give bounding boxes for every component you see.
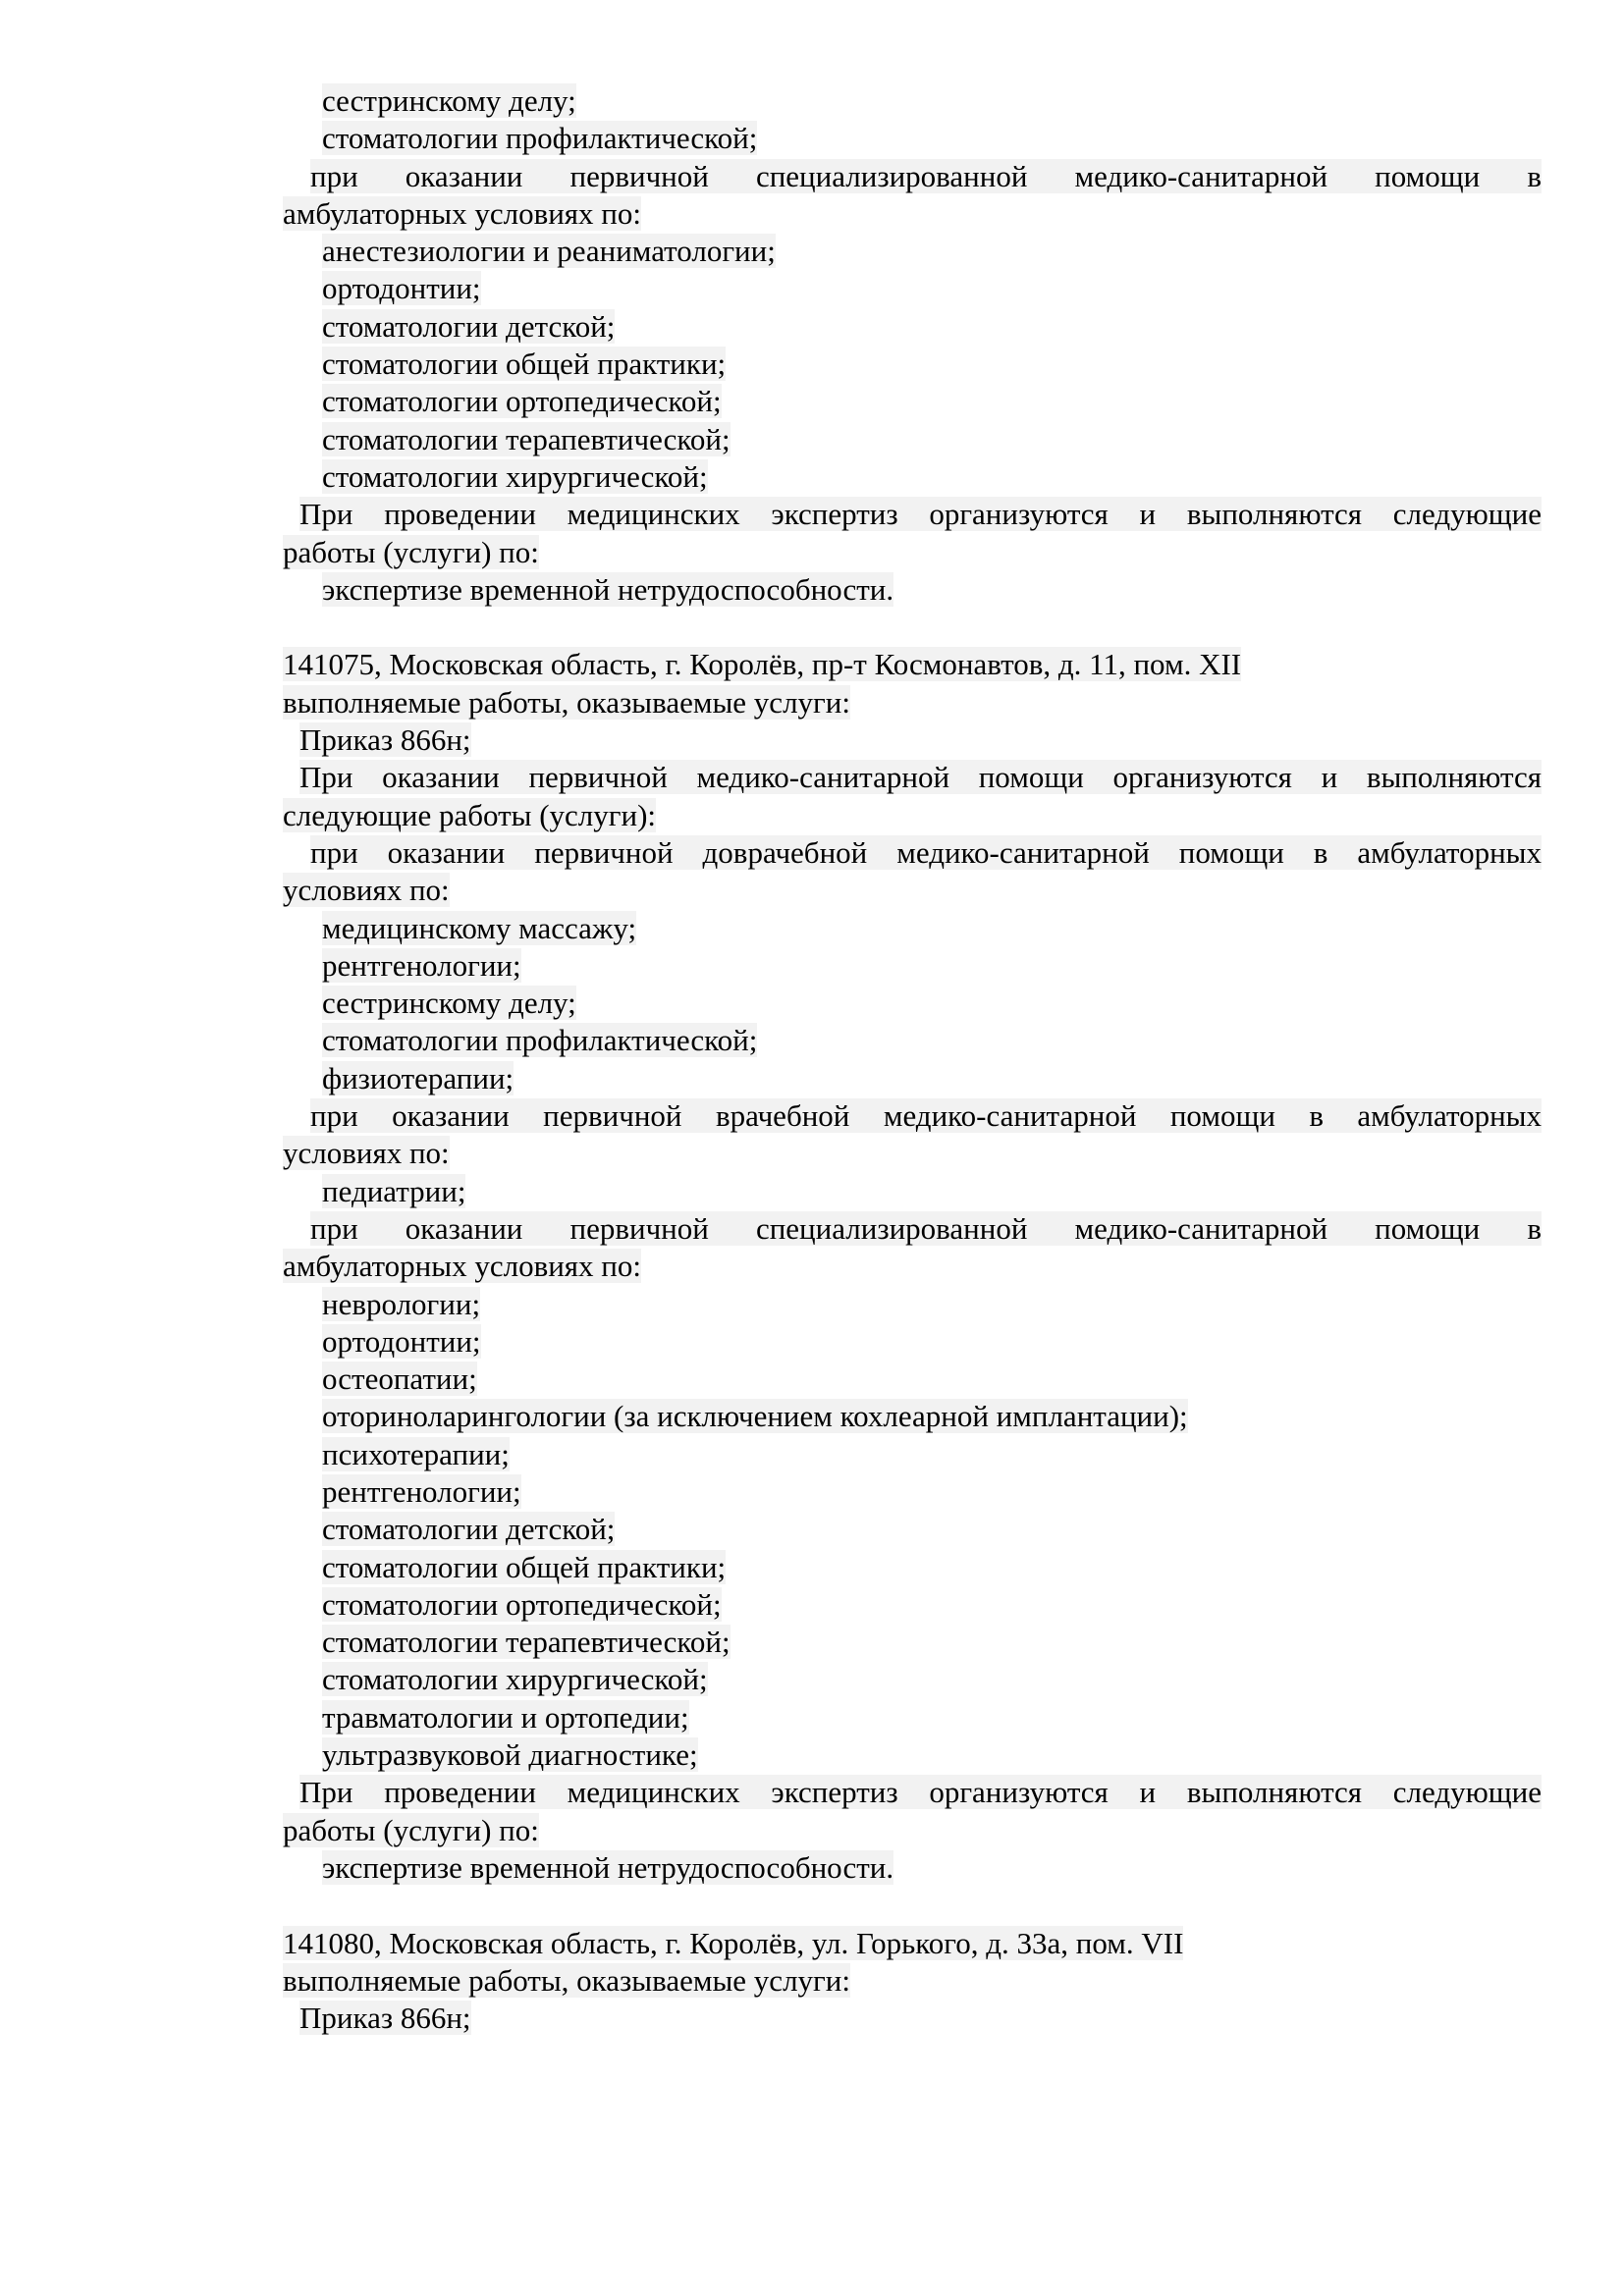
text-line bbox=[283, 346, 1542, 383]
text-line-content: стоматологии общей практики; bbox=[322, 1549, 727, 1584]
text-line bbox=[283, 534, 1542, 571]
text-line bbox=[283, 797, 1542, 834]
text-line-content: анестезиологии и реаниматологии; bbox=[322, 234, 776, 269]
text-line bbox=[283, 1135, 1542, 1172]
text-line bbox=[283, 646, 1542, 683]
text-line bbox=[283, 1736, 1542, 1774]
text-line bbox=[283, 1323, 1542, 1361]
text-line-content: Приказ 866н; bbox=[299, 722, 471, 758]
text-line-content: стоматологии терапевтической; bbox=[322, 421, 731, 456]
text-line bbox=[283, 759, 1542, 796]
text-line-content: работы (услуги) по: bbox=[283, 1812, 539, 1847]
text-line-content: стоматологии детской; bbox=[322, 1512, 616, 1547]
text-line bbox=[283, 383, 1542, 420]
text-line bbox=[283, 1248, 1542, 1285]
services-continuation bbox=[283, 82, 1542, 609]
text-line-content: экспертизе временной нетрудоспособности. bbox=[322, 1849, 894, 1885]
text-line-content: сестринскому делу; bbox=[322, 986, 576, 1021]
text-line bbox=[283, 1060, 1542, 1097]
text-line-content: рентгенологии; bbox=[322, 1473, 521, 1509]
text-line-content: выполняемые работы, оказываемые услуги: bbox=[283, 684, 850, 720]
text-line bbox=[283, 270, 1542, 307]
text-line-content: стоматологии профилактической; bbox=[322, 121, 758, 156]
text-line bbox=[283, 421, 1542, 458]
text-line bbox=[283, 458, 1542, 496]
text-line-content: остеопатии; bbox=[322, 1362, 477, 1397]
text-line-content: При проведении медицинских экспертиз организуются и выполняются следующие bbox=[299, 1775, 1542, 1810]
text-line bbox=[283, 1624, 1542, 1661]
text-line-content: неврологии; bbox=[322, 1286, 481, 1321]
text-line-content: медицинскому массажу; bbox=[322, 910, 637, 945]
text-line bbox=[283, 1286, 1542, 1323]
text-line-content: выполняемые работы, оказываемые услуги: bbox=[283, 1962, 850, 1998]
text-line-content: 141075, Московская область, г. Королёв, пр-т Космонавтов, д. 11, пом. XII bbox=[283, 647, 1242, 682]
text-line-content: оториноларингологии (за исключением кохлеарной имплантации); bbox=[322, 1399, 1188, 1434]
text-line-content: при оказании первичной доврачебной медико-санитарной помощи в амбулаторных bbox=[310, 834, 1542, 870]
text-line bbox=[283, 721, 1542, 759]
text-line bbox=[283, 1097, 1542, 1135]
text-line bbox=[283, 571, 1542, 609]
text-line bbox=[283, 158, 1542, 195]
text-line bbox=[283, 1699, 1542, 1736]
text-line bbox=[283, 195, 1542, 233]
location-141075 bbox=[283, 646, 1542, 1887]
text-line bbox=[283, 1925, 1542, 1962]
text-line-content: ортодонтии; bbox=[322, 1323, 481, 1359]
text-line-content: стоматологии общей практики; bbox=[322, 347, 727, 382]
text-line-content: амбулаторных условиях по: bbox=[283, 1249, 642, 1284]
text-line-content: условиях по: bbox=[283, 1136, 450, 1171]
text-line bbox=[283, 1586, 1542, 1624]
text-line-content: При оказании первичной медико-санитарной помощи организуются и выполняются bbox=[299, 760, 1542, 795]
text-line-content: экспертизе временной нетрудоспособности. bbox=[322, 571, 894, 607]
text-line bbox=[283, 1436, 1542, 1473]
document-body bbox=[283, 82, 1542, 2037]
text-line bbox=[283, 1173, 1542, 1210]
text-line-content: стоматологии ортопедической; bbox=[322, 1586, 722, 1622]
text-line-content: стоматологии хирургической; bbox=[322, 458, 708, 494]
text-line bbox=[283, 1812, 1542, 1849]
text-line bbox=[283, 1511, 1542, 1548]
text-line-content: психотерапии; bbox=[322, 1436, 510, 1471]
text-line bbox=[283, 120, 1542, 157]
text-line bbox=[283, 1774, 1542, 1811]
text-line bbox=[283, 308, 1542, 346]
text-line-content: при оказании первичной специализированной медико-санитарной помощи в bbox=[310, 158, 1542, 193]
text-line-content: рентгенологии; bbox=[322, 947, 521, 983]
text-line-content: физиотерапии; bbox=[322, 1060, 514, 1095]
text-line bbox=[283, 1473, 1542, 1511]
text-line bbox=[283, 1398, 1542, 1435]
text-line-content: травматологии и ортопедии; bbox=[322, 1699, 689, 1735]
text-line-content: стоматологии хирургической; bbox=[322, 1662, 708, 1697]
text-line bbox=[283, 1849, 1542, 1887]
text-line-content: При проведении медицинских экспертиз организуются и выполняются следующие bbox=[299, 497, 1542, 532]
text-line bbox=[283, 496, 1542, 533]
text-line bbox=[283, 1210, 1542, 1248]
text-line bbox=[283, 910, 1542, 947]
text-line bbox=[283, 872, 1542, 909]
text-line-content: работы (услуги) по: bbox=[283, 534, 539, 569]
text-line-content: сестринскому делу; bbox=[322, 83, 576, 118]
text-line-content: при оказании первичной врачебной медико-санитарной помощи в амбулаторных bbox=[310, 1098, 1542, 1134]
text-line-content: ортодонтии; bbox=[322, 271, 481, 306]
text-line bbox=[283, 1361, 1542, 1398]
text-line bbox=[283, 233, 1542, 270]
text-line bbox=[283, 947, 1542, 985]
text-line-content: амбулаторных условиях по: bbox=[283, 195, 642, 231]
text-line-content: условиях по: bbox=[283, 873, 450, 908]
text-line bbox=[283, 1962, 1542, 2000]
text-line-content: ультразвуковой диагностике; bbox=[322, 1737, 698, 1773]
text-line-content: при оказании первичной специализированной медико-санитарной помощи в bbox=[310, 1210, 1542, 1246]
text-line-content: Приказ 866н; bbox=[299, 2001, 471, 2036]
text-line bbox=[283, 2000, 1542, 2037]
text-line bbox=[283, 1549, 1542, 1586]
text-line-content: стоматологии ортопедической; bbox=[322, 384, 722, 419]
text-line-content: стоматологии терапевтической; bbox=[322, 1625, 731, 1660]
text-line bbox=[283, 834, 1542, 872]
text-line bbox=[283, 985, 1542, 1022]
text-line bbox=[283, 1661, 1542, 1698]
location-141080 bbox=[283, 1925, 1542, 2038]
text-line-content: стоматологии профилактической; bbox=[322, 1023, 758, 1058]
text-line bbox=[283, 82, 1542, 120]
text-line-content: педиатрии; bbox=[322, 1173, 466, 1208]
text-line-content: следующие работы (услуги): bbox=[283, 797, 657, 832]
text-line bbox=[283, 1022, 1542, 1059]
text-line bbox=[283, 684, 1542, 721]
text-line-content: стоматологии детской; bbox=[322, 308, 616, 344]
text-line-content: 141080, Московская область, г. Королёв, ул. Горького, д. 33а, пом. VII bbox=[283, 1925, 1184, 1960]
